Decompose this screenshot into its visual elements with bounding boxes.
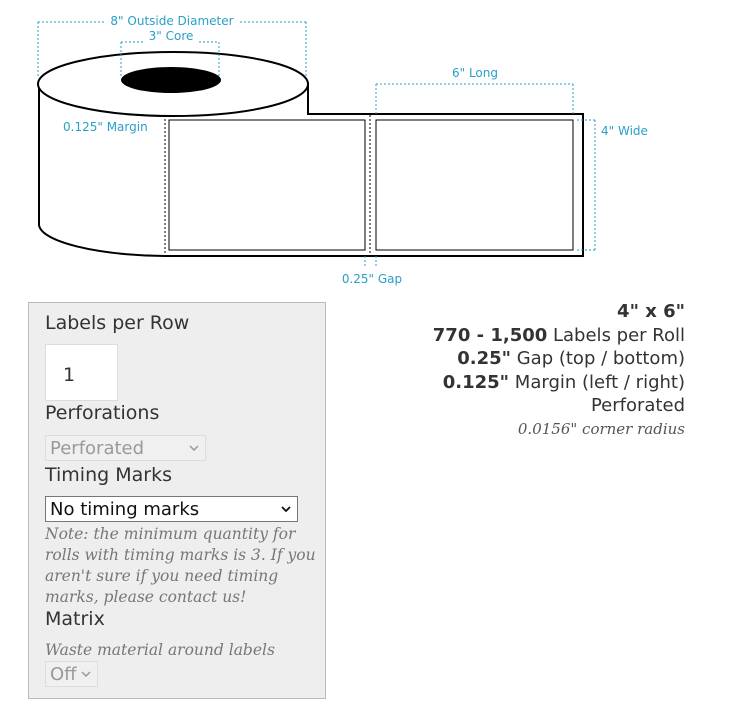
matrix-heading: Matrix — [45, 608, 105, 630]
margin-summary: 0.125" Margin (left / right) — [442, 371, 685, 393]
matrix-description: Waste material around labels — [45, 641, 275, 659]
label-roll — [38, 52, 583, 256]
width-label: 4" Wide — [601, 124, 648, 138]
gap-label: 0.25" Gap — [341, 272, 403, 286]
label-summary — [433, 300, 685, 441]
chevron-down-icon — [279, 506, 297, 512]
perforated-summary: Perforated — [590, 395, 685, 416]
labels-count: 770 - 1,500 — [432, 324, 548, 346]
corner-radius: 0.0156" corner radius — [517, 419, 685, 438]
core-label: 3" Core — [148, 29, 194, 43]
perforations-select — [45, 435, 206, 461]
timing-marks-selected-value: No timing marks — [50, 498, 200, 520]
timing-marks-heading: Timing Marks — [45, 464, 172, 486]
labels-per-roll: 770 - 1,500 Labels per Roll — [432, 324, 685, 346]
label-options-panel — [28, 302, 326, 699]
label-shape-1 — [169, 120, 365, 250]
label-shape-2 — [376, 120, 573, 250]
chevron-down-icon — [187, 445, 205, 451]
roll-core-hole — [121, 67, 221, 93]
length-label: 6" Long — [451, 66, 499, 80]
perforations-heading: Perforations — [45, 402, 160, 424]
outside-diameter-label: 8" Outside Diameter — [110, 14, 234, 28]
label-size: 4" x 6" — [617, 301, 685, 322]
label-roll-diagram — [0, 0, 745, 295]
matrix-select — [45, 661, 98, 687]
chevron-down-icon — [79, 671, 97, 677]
gap-summary: 0.25" Gap (top / bottom) — [457, 348, 685, 369]
timing-marks-select[interactable] — [45, 496, 298, 522]
labels-per-row-input[interactable]: 1 — [45, 344, 118, 401]
margin-label: 0.125" Margin — [63, 120, 148, 134]
labels-per-row-heading: Labels per Row — [45, 312, 190, 334]
matrix-selected-value: Off — [50, 663, 77, 685]
perforations-selected-value: Perforated — [50, 437, 145, 459]
timing-marks-note: Note: the minimum quantity for rolls with timing marks is 3. If you aren't sure if you need timing marks, please contact us! — [45, 525, 316, 606]
